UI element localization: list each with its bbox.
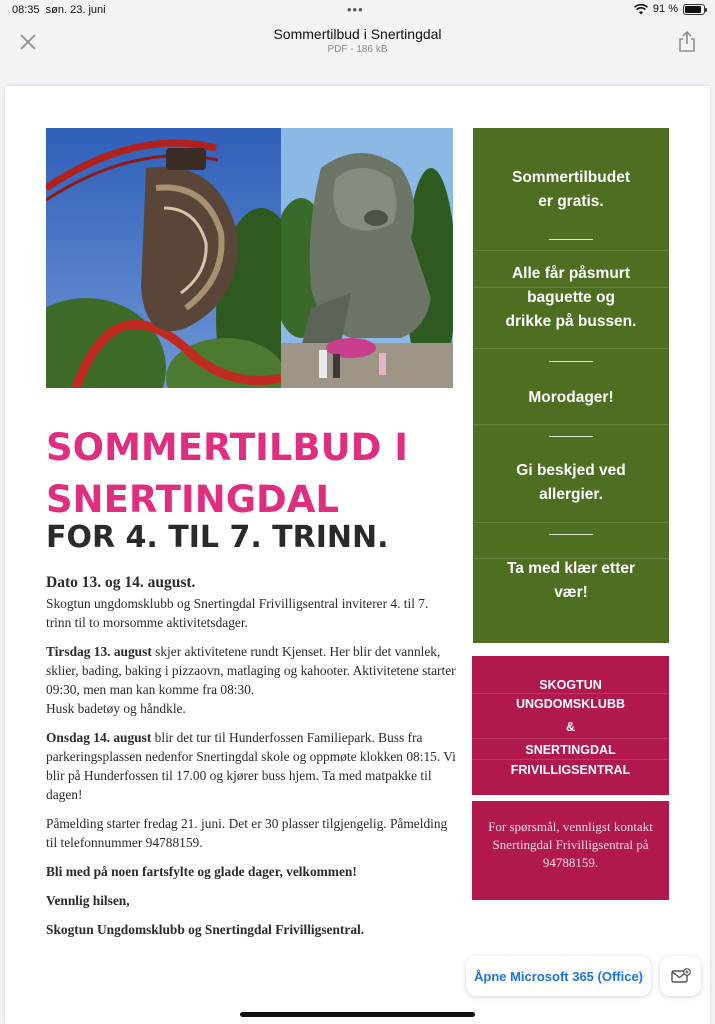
intro-paragraph: Skogtun ungdomsklubb og Snertingdal Frivilligsentral inviterer 4. til 7. trinn til to morsomme aktivitetsdager. (46, 596, 429, 630)
info-allergies: Gi beskjed ved allergier. (516, 462, 626, 503)
regards-line: Vennlig hilsen, (46, 893, 130, 908)
body-text (46, 573, 456, 949)
info-fun-days: Morodager! (528, 389, 614, 406)
signature-line: Skogtun Ungdomsklubb og Snertingdal Frivilligsentral. (46, 922, 365, 937)
organizers-box: SKOGTUN UNGDOMSKLUBB & SNERTINGDAL FRIVILLIGSENTRAL (472, 656, 669, 795)
ampersand: & (565, 720, 576, 734)
document-meta: PDF - 186 kB (327, 44, 388, 55)
subheadline: FOR 4. TIL 7. TRINN. (46, 520, 389, 555)
closing-line: Bli med på noen fartsfylte og glade dager, velkommen! (46, 864, 357, 879)
viewer-header (0, 22, 715, 64)
info-food: Alle får påsmurt baguette og drikke på bussen. (505, 265, 637, 330)
pdf-page[interactable] (5, 86, 710, 1024)
headline-line-2: SNERTINGDAL (46, 478, 339, 521)
status-time: 08:35 søn. 23. juni (12, 4, 106, 16)
divider (549, 361, 593, 362)
wifi-icon (634, 4, 648, 15)
battery-percent: 91 % (652, 3, 678, 15)
rollercoaster-photo (46, 128, 281, 388)
contact-box: For spørsmål, vennligst kontakt Snertingdal Frivilligsentral på 94788159. (472, 801, 669, 900)
headline-line-1: SOMMERTILBUD I (46, 426, 409, 469)
mail-button[interactable] (660, 956, 701, 996)
headline (46, 422, 408, 526)
battery-icon (683, 4, 705, 15)
divider (549, 239, 593, 240)
info-box-green (473, 128, 669, 643)
wednesday-paragraph: Onsdag 14. august blir det tur til Hunderfossen Familiepark. Buss fra parkeringsplassen nedenfor Snertingdal skole og oppmøte klokken 08:15. Vi blir på Hunderfossen til 17.00 og kjører buss hjem. Ta med matpakke til dagen! (46, 730, 456, 802)
org-name-2: SNERTINGDAL (525, 743, 616, 757)
divider (549, 534, 593, 535)
mail-icon (671, 968, 691, 984)
status-bar (0, 0, 715, 22)
open-office-button[interactable]: Åpne Microsoft 365 (Office) (466, 956, 651, 996)
troll-statue-photo (281, 128, 453, 388)
tuesday-paragraph: Tirsdag 13. august skjer aktivitetene rundt Kjenset. Her blir det vannlek, sklier, bading, baking i pizzaovn, matlaging og kahooter. Aktivitetene starter 09:30, men man kan komme fra 08:30. Husk badetøy og håndkle. (46, 644, 456, 716)
status-date: søn. 23. juni (45, 4, 106, 16)
date-line: Dato 13. og 14. august. (46, 574, 196, 591)
info-clothing: Ta med klær etter vær! (506, 560, 636, 601)
info-free: Sommertilbudet er gratis. (512, 169, 630, 210)
home-indicator[interactable] (240, 1012, 475, 1017)
signup-paragraph: Påmelding starter fredag 21. juni. Det er 30 plasser tilgjengelig. Påmelding til telefonnummer 94788159. (46, 816, 448, 850)
header-photos (46, 128, 453, 388)
divider (549, 436, 593, 437)
multitasking-dots[interactable]: ••• (347, 2, 364, 17)
org-name-1: SKOGTUN (539, 678, 602, 692)
share-icon[interactable] (677, 31, 697, 53)
document-title: Sommertilbud i Snertingdal (273, 26, 442, 42)
